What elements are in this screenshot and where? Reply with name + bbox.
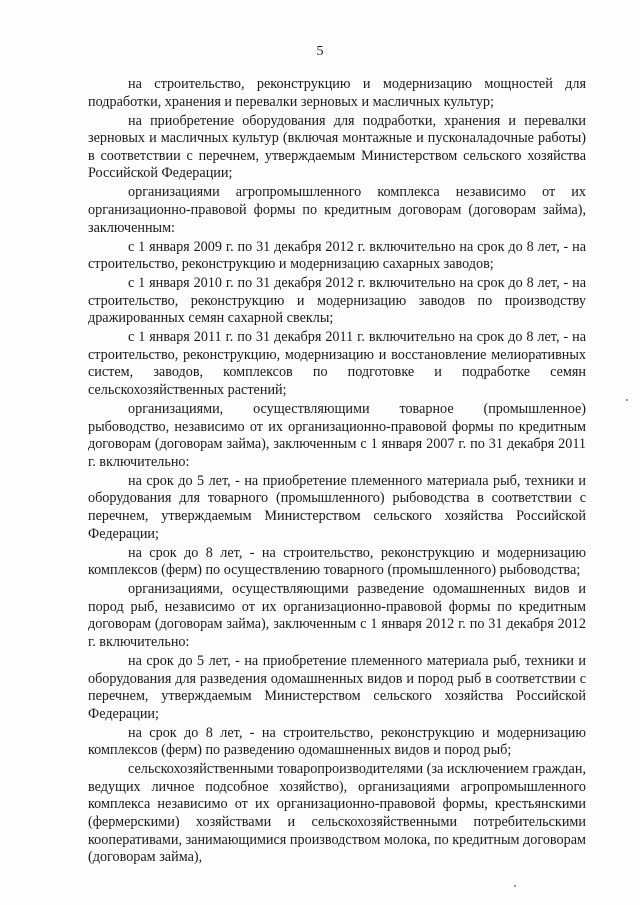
paragraph: сельскохозяйственными товаропроизводителями (за исключением граждан, ведущих личное подсобное хозяйство), организациями агропромышленного комплекса независимо от их организационно-правовой формы, крестьянскими (фермерскими) хозяйствами и сельскохозяйственными потребительскими кооперативами, занимающимися производством молока, по кредитным договорам (договорам займа), <box>88 761 586 866</box>
paragraph: с 1 января 2010 г. по 31 декабря 2012 г. включительно на срок до 8 лет, - на строительство, реконструкцию и модернизацию заводов по производству дражированных семян сахарной свеклы; <box>88 275 586 327</box>
scan-speck <box>514 885 516 887</box>
paragraph: организациями, осуществляющими разведение одомашненных видов и пород рыб, независимо от их организационно-правовой формы по кредитным договорам (договорам займа), заключенным с 1 января 2012 г. по 31 декабря 2012 г. включительно: <box>88 581 586 650</box>
paragraph: на приобретение оборудования для подработки, хранения и перевалки зерновых и масличных культур (включая монтажные и пусконаладочные работы) в соответствии с перечнем, утверждаемым Министерством сельского хозяйства Российской Федерации; <box>88 112 586 182</box>
paragraph: на срок до 8 лет, - на строительство, реконструкцию и модернизацию комплексов (ферм) по разведению одомашненных видов и пород рыб; <box>88 724 586 759</box>
paragraph: на срок до 8 лет, - на строительство, реконструкцию и модернизацию комплексов (ферм) по осуществлению товарного (промышленного) рыбоводства; <box>88 544 586 579</box>
page-number: 5 <box>316 44 324 59</box>
document-body <box>88 76 586 867</box>
paragraph: с 1 января 2011 г. по 31 декабря 2011 г. включительно на срок до 8 лет, - на строительство, реконструкцию, модернизацию и восстановление мелиоративных систем, заводов, комплексов по подготовке и подработке семян сельскохозяйственных растений; <box>88 329 586 399</box>
paragraph: на строительство, реконструкцию и модернизацию мощностей для подработки, хранения и перевалки зерновых и масличных культур; <box>88 76 586 110</box>
scan-speck <box>626 399 628 401</box>
paragraph: организациями агропромышленного комплекса независимо от их организационно-правовой формы по кредитным договорам (договорам займа), заключенным: <box>88 184 586 236</box>
paragraph: с 1 января 2009 г. по 31 декабря 2012 г. включительно на срок до 8 лет, - на строительство, реконструкцию и модернизацию сахарных заводов; <box>88 238 586 273</box>
paragraph: на срок до 5 лет, - на приобретение племенного материала рыб, техники и оборудования для товарного (промышленного) рыбоводства в соответствии с перечнем, утверждаемым Министерством сельского хозяйства Российской Федерации; <box>88 472 586 542</box>
paragraph: организациями, осуществляющими товарное (промышленное) рыбоводство, независимо от их организационно-правовой формы по кредитным договорам (договорам займа), заключенным с 1 января 2007 г. по 31 декабря 2011 г. включительно: <box>88 401 586 470</box>
paragraph: на срок до 5 лет, - на приобретение племенного материала рыб, техники и оборудования для разведения одомашненных видов и пород рыб в соответствии с перечнем, утверждаемым Министерством сельского хозяйства Российской Федерации; <box>88 652 586 722</box>
